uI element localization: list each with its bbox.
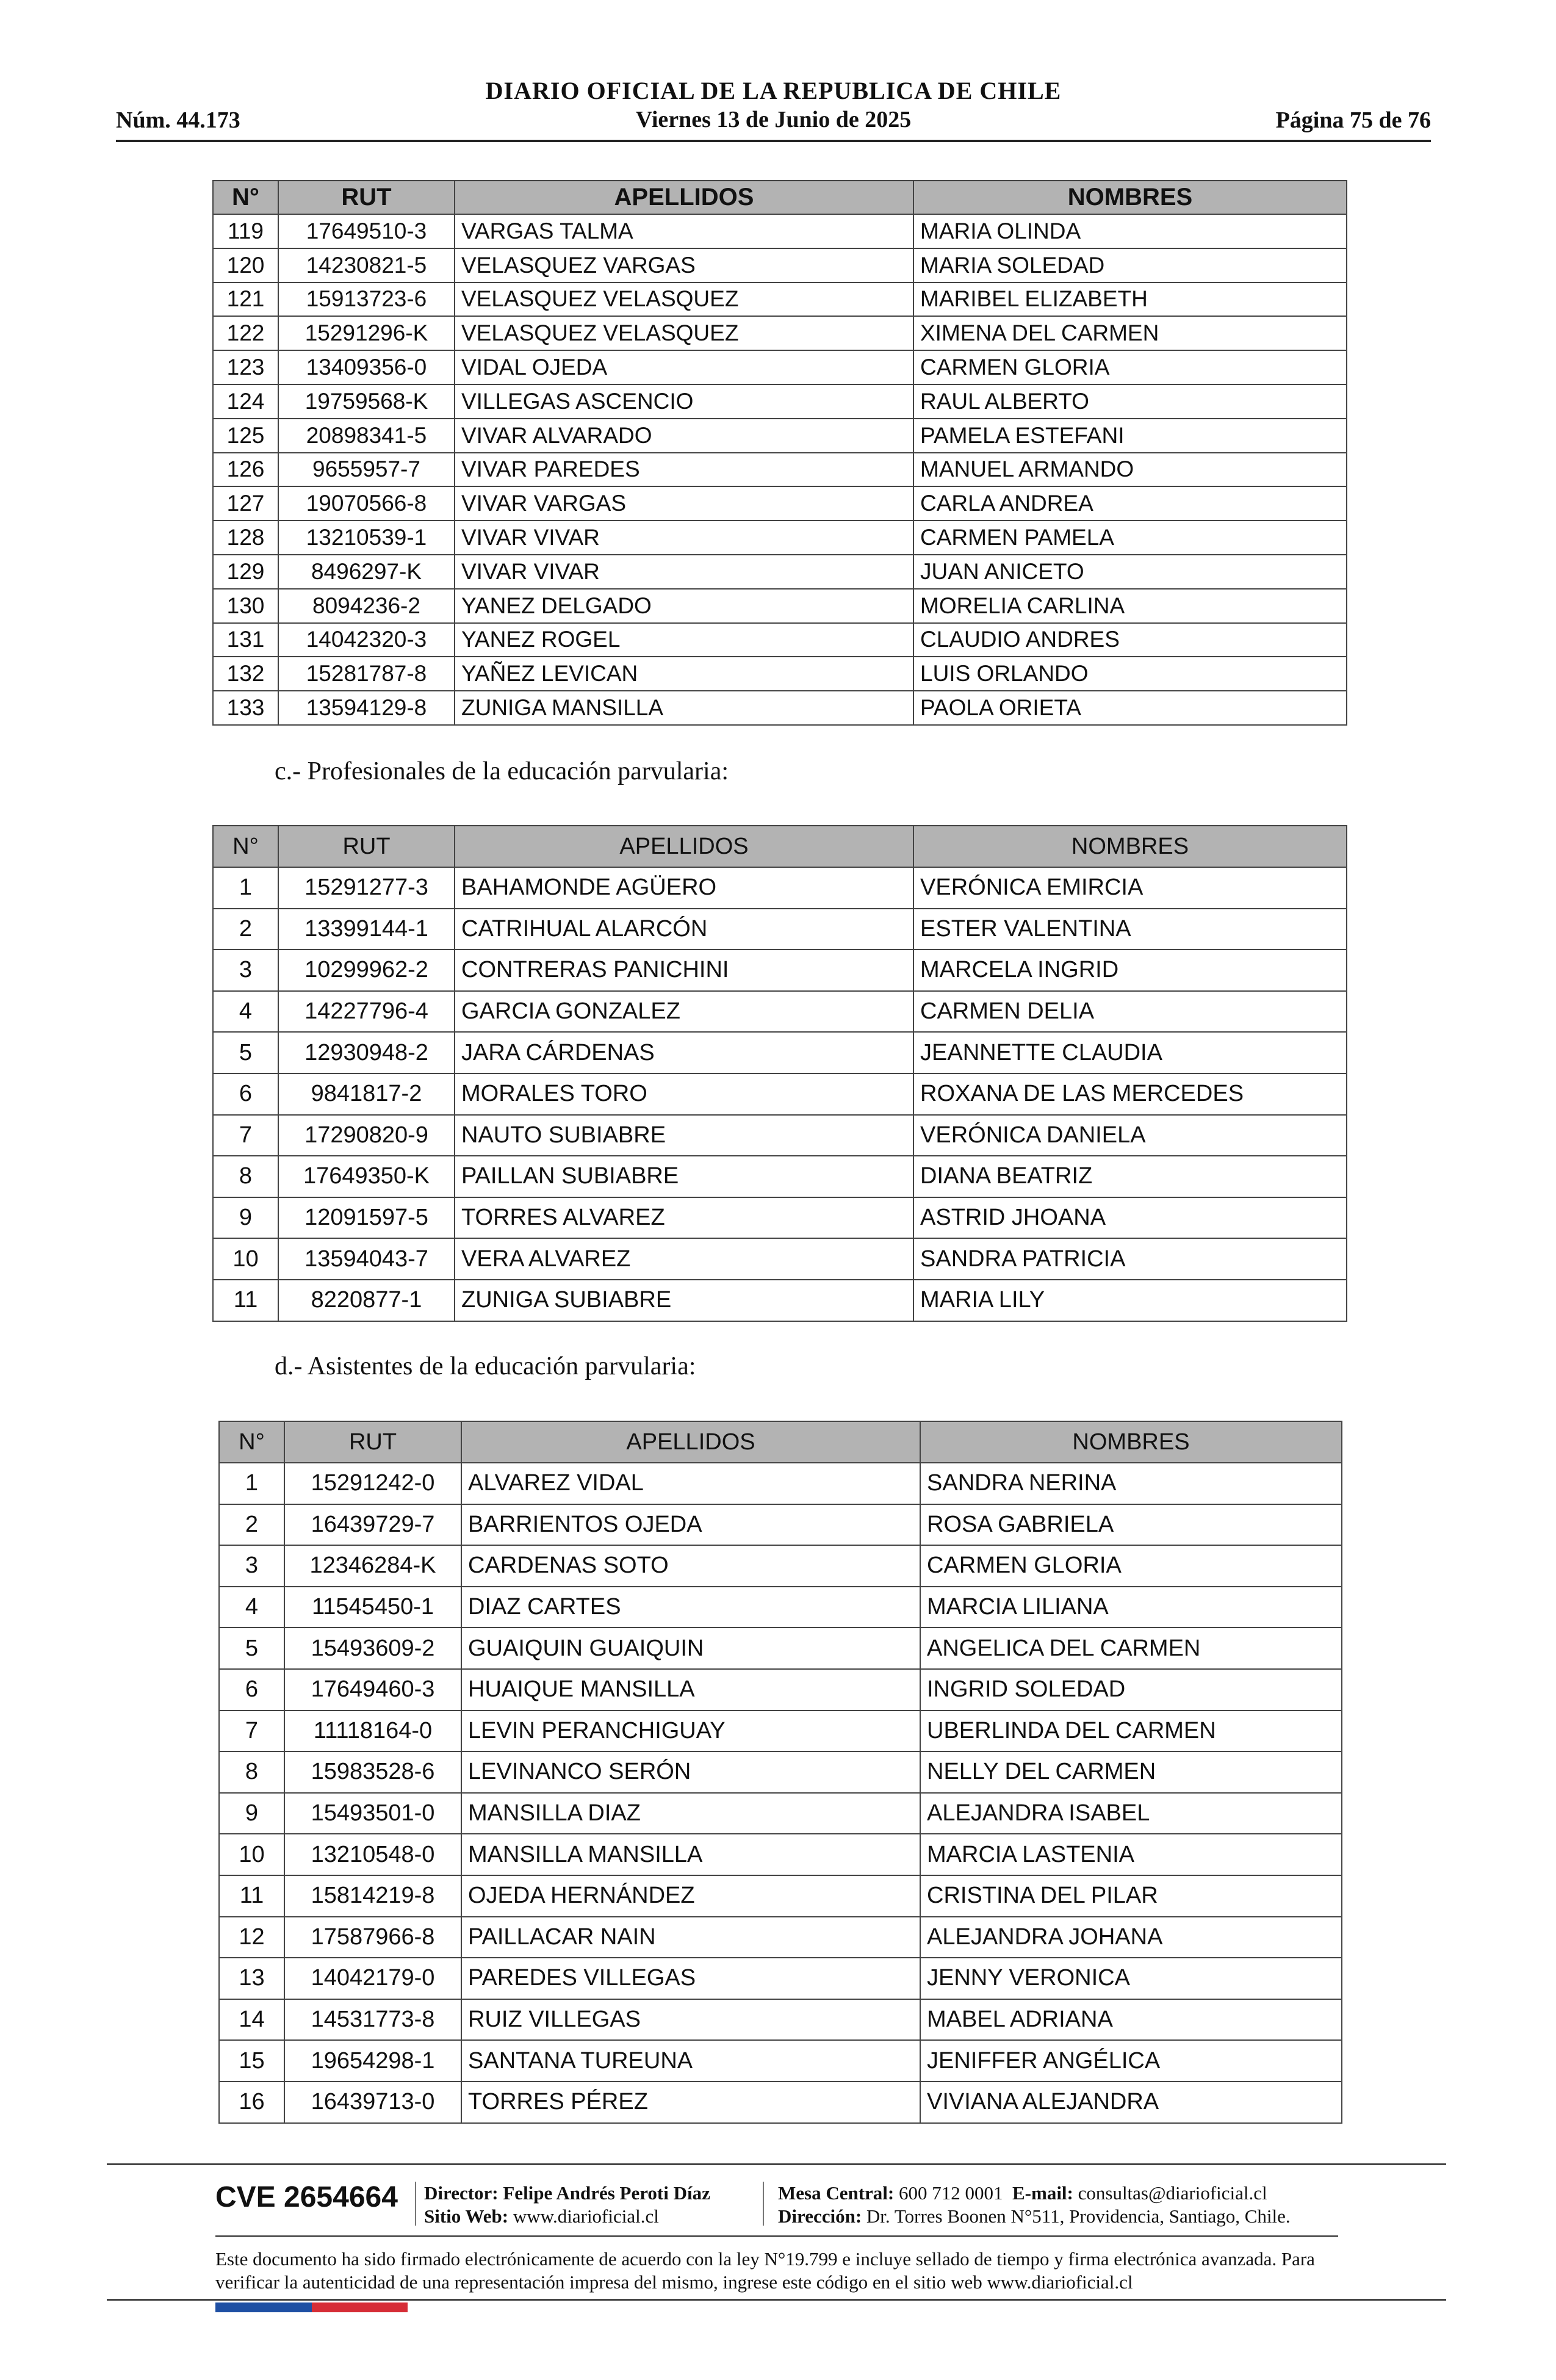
row-number-cell: 125 [213, 419, 278, 453]
section-c-title: c.- Profesionales de la educación parvularia: [275, 757, 729, 785]
apellidos-cell: HUAIQUE MANSILLA [461, 1669, 920, 1711]
nombres-cell: CARMEN PAMELA [913, 521, 1347, 555]
rut-cell: 15291277-3 [278, 867, 455, 909]
table-row [213, 521, 1347, 555]
table-row [213, 453, 1347, 487]
email-link[interactable]: consultas@diarioficial.cl [1078, 2182, 1267, 2204]
apellidos-cell: YANEZ ROGEL [455, 623, 913, 657]
footer-mid-rule [215, 2235, 1338, 2237]
table-header-row [219, 1421, 1342, 1463]
rut-cell: 16439729-7 [284, 1504, 461, 1546]
apellidos-cell: JARA CÁRDENAS [455, 1032, 913, 1073]
publication-date: Viernes 13 de Junio de 2025 [635, 107, 912, 132]
row-number-cell: 2 [219, 1504, 284, 1546]
row-number-cell: 3 [219, 1545, 284, 1587]
nombres-cell: SANDRA PATRICIA [913, 1238, 1347, 1280]
row-number-cell: 14 [219, 1999, 284, 2041]
rut-cell: 15983528-6 [284, 1751, 461, 1793]
table-row [213, 350, 1347, 384]
rut-cell: 8496297-K [278, 555, 455, 589]
table-row [213, 909, 1347, 950]
table-row [213, 555, 1347, 589]
apellidos-cell: PAILLACAR NAIN [461, 1917, 920, 1958]
cve-code: CVE 2654664 [215, 2181, 398, 2213]
apellidos-cell: CONTRERAS PANICHINI [455, 950, 913, 991]
rut-cell: 9841817-2 [278, 1073, 455, 1115]
nombres-cell: JUAN ANICETO [913, 555, 1347, 589]
table-row [219, 1587, 1342, 1628]
row-number-cell: 10 [219, 1834, 284, 1875]
table-row [213, 1280, 1347, 1321]
row-number-cell: 8 [219, 1751, 284, 1793]
rut-cell: 15913723-6 [278, 283, 455, 317]
column-header: N° [219, 1421, 284, 1463]
row-number-cell: 121 [213, 283, 278, 317]
apellidos-cell: CATRIHUAL ALARCÓN [455, 909, 913, 950]
flag-color-bar [215, 2302, 408, 2312]
apellidos-cell: VIVAR VIVAR [455, 555, 913, 589]
rut-cell: 15493501-0 [284, 1793, 461, 1834]
rut-cell: 17290820-9 [278, 1115, 455, 1156]
column-header: RUT [278, 181, 455, 214]
nombres-cell: VERÓNICA DANIELA [913, 1115, 1347, 1156]
nombres-cell: MARIA LILY [913, 1280, 1347, 1321]
masthead [116, 76, 1431, 133]
nombres-cell: CARMEN GLORIA [920, 1545, 1342, 1587]
apellidos-cell: NAUTO SUBIABRE [455, 1115, 913, 1156]
row-number-cell: 7 [213, 1115, 278, 1156]
table-row [219, 1834, 1342, 1875]
rut-cell: 17649510-3 [278, 214, 455, 248]
table-row [213, 248, 1347, 283]
nombres-cell: ALEJANDRA JOHANA [920, 1917, 1342, 1958]
table-row [213, 486, 1347, 521]
apellidos-cell: PAREDES VILLEGAS [461, 1958, 920, 1999]
email-label: E-mail: [1012, 2182, 1073, 2204]
row-number-cell: 4 [213, 991, 278, 1033]
table-row [213, 1115, 1347, 1156]
rut-cell: 13399144-1 [278, 909, 455, 950]
director-label: Director: [424, 2182, 499, 2204]
apellidos-cell: RUIZ VILLEGAS [461, 1999, 920, 2041]
nombres-cell: MARCIA LILIANA [920, 1587, 1342, 1628]
apellidos-cell: VARGAS TALMA [455, 214, 913, 248]
apellidos-cell: TORRES PÉREZ [461, 2082, 920, 2123]
nombres-cell: MORELIA CARLINA [913, 589, 1347, 623]
column-header: NOMBRES [920, 1421, 1342, 1463]
apellidos-cell: DIAZ CARTES [461, 1587, 920, 1628]
nombres-cell: XIMENA DEL CARMEN [913, 316, 1347, 350]
nombres-cell: LUIS ORLANDO [913, 657, 1347, 691]
row-number-cell: 1 [213, 867, 278, 909]
row-number-cell: 1 [219, 1463, 284, 1504]
row-number-cell: 5 [213, 1032, 278, 1073]
apellidos-cell: MANSILLA MANSILLA [461, 1834, 920, 1875]
page-number: Página 75 de 76 [1275, 107, 1431, 133]
nombres-cell: MABEL ADRIANA [920, 1999, 1342, 2041]
column-header: N° [213, 826, 278, 867]
apellidos-cell: YAÑEZ LEVICAN [455, 657, 913, 691]
column-header: N° [213, 181, 278, 214]
column-header: APELLIDOS [461, 1421, 920, 1463]
table-row [219, 1504, 1342, 1546]
page-header [116, 76, 1431, 142]
row-number-cell: 122 [213, 316, 278, 350]
legal-notice: Este documento ha sido firmado electrónicamente de acuerdo con la ley N°19.799 e incluye sellado de tiempo y firma electrónica avanzada. Para verificar la autenticidad de una representación impresa del mismo, ingrese este código en el sitio web www.diarioficial.cl [215, 2248, 1315, 2293]
row-number-cell: 127 [213, 486, 278, 521]
table-row [213, 1197, 1347, 1239]
nombres-cell: PAOLA ORIETA [913, 691, 1347, 725]
nombres-cell: RAUL ALBERTO [913, 384, 1347, 419]
column-header: RUT [278, 826, 455, 867]
column-header: RUT [284, 1421, 461, 1463]
row-number-cell: 10 [213, 1238, 278, 1280]
table-row [213, 214, 1347, 248]
nombres-cell: CARLA ANDREA [913, 486, 1347, 521]
footer-contact-block [778, 2182, 1291, 2228]
row-number-cell: 9 [213, 1197, 278, 1239]
table-row [213, 1238, 1347, 1280]
table-row [219, 1669, 1342, 1711]
rut-cell: 19759568-K [278, 384, 455, 419]
apellidos-cell: VIVAR VIVAR [455, 521, 913, 555]
nombres-cell: VERÓNICA EMIRCIA [913, 867, 1347, 909]
page-footer [107, 2163, 1446, 2322]
footer-top-rule [107, 2163, 1446, 2165]
web-link[interactable]: www.diarioficial.cl [513, 2205, 659, 2227]
row-number-cell: 5 [219, 1628, 284, 1669]
row-number-cell: 6 [213, 1073, 278, 1115]
nombres-cell: ESTER VALENTINA [913, 909, 1347, 950]
row-number-cell: 124 [213, 384, 278, 419]
issue-number: Núm. 44.173 [116, 107, 240, 133]
table-row [219, 1628, 1342, 1669]
row-number-cell: 12 [219, 1917, 284, 1958]
nombres-cell: ROXANA DE LAS MERCEDES [913, 1073, 1347, 1115]
nombres-cell: SANDRA NERINA [920, 1463, 1342, 1504]
apellidos-cell: MANSILLA DIAZ [461, 1793, 920, 1834]
apellidos-cell: MORALES TORO [455, 1073, 913, 1115]
apellidos-cell: BAHAMONDE AGÜERO [455, 867, 913, 909]
apellidos-cell: VILLEGAS ASCENCIO [455, 384, 913, 419]
rut-cell: 19070566-8 [278, 486, 455, 521]
phone-value: 600 712 0001 [899, 2182, 1003, 2204]
nombres-cell: ASTRID JHOANA [913, 1197, 1347, 1239]
nombres-cell: DIANA BEATRIZ [913, 1156, 1347, 1197]
nombres-cell: INGRID SOLEDAD [920, 1669, 1342, 1711]
rut-cell: 13594043-7 [278, 1238, 455, 1280]
table-row [219, 1751, 1342, 1793]
table-b-continued [212, 180, 1347, 726]
table-row [219, 1711, 1342, 1752]
table-row [213, 991, 1347, 1033]
rut-cell: 14230821-5 [278, 248, 455, 283]
address-label: Dirección: [778, 2205, 862, 2227]
rut-cell: 12346284-K [284, 1545, 461, 1587]
table-header-row [213, 826, 1347, 867]
apellidos-cell: LEVINANCO SERÓN [461, 1751, 920, 1793]
row-number-cell: 2 [213, 909, 278, 950]
row-number-cell: 13 [219, 1958, 284, 1999]
nombres-cell: PAMELA ESTEFANI [913, 419, 1347, 453]
column-header: NOMBRES [913, 181, 1347, 214]
header-rule [116, 140, 1431, 142]
table-row [213, 1032, 1347, 1073]
rut-cell: 11118164-0 [284, 1711, 461, 1752]
rut-cell: 14531773-8 [284, 1999, 461, 2041]
apellidos-cell: ALVAREZ VIDAL [461, 1463, 920, 1504]
rut-cell: 17649460-3 [284, 1669, 461, 1711]
address-value: Dr. Torres Boonen N°511, Providencia, Santiago, Chile. [866, 2205, 1291, 2227]
row-number-cell: 3 [213, 950, 278, 991]
table-row [213, 657, 1347, 691]
row-number-cell: 120 [213, 248, 278, 283]
apellidos-cell: VELASQUEZ VELASQUEZ [455, 283, 913, 317]
nombres-cell: MARIA OLINDA [913, 214, 1347, 248]
row-number-cell: 131 [213, 623, 278, 657]
footer-divider [763, 2182, 764, 2226]
apellidos-cell: VIVAR ALVARADO [455, 419, 913, 453]
table-row [213, 316, 1347, 350]
row-number-cell: 9 [219, 1793, 284, 1834]
row-number-cell: 133 [213, 691, 278, 725]
rut-cell: 15493609-2 [284, 1628, 461, 1669]
row-number-cell: 8 [213, 1156, 278, 1197]
apellidos-cell: VIDAL OJEDA [455, 350, 913, 384]
footer-director-block [424, 2182, 710, 2228]
table-row [213, 384, 1347, 419]
nombres-cell: CLAUDIO ANDRES [913, 623, 1347, 657]
nombres-cell: ROSA GABRIELA [920, 1504, 1342, 1546]
row-number-cell: 16 [219, 2082, 284, 2123]
table-row [219, 1793, 1342, 1834]
row-number-cell: 6 [219, 1669, 284, 1711]
flag-bar-blue [215, 2302, 312, 2312]
rut-cell: 15291242-0 [284, 1463, 461, 1504]
table-row [213, 867, 1347, 909]
rut-cell: 14042179-0 [284, 1958, 461, 1999]
rut-cell: 9655957-7 [278, 453, 455, 487]
footer-bottom-rule [107, 2299, 1446, 2301]
apellidos-cell: ZUNIGA MANSILLA [455, 691, 913, 725]
apellidos-cell: VIVAR VARGAS [455, 486, 913, 521]
section-d-title: d.- Asistentes de la educación parvularia: [275, 1352, 696, 1380]
row-number-cell: 11 [213, 1280, 278, 1321]
column-header: NOMBRES [913, 826, 1347, 867]
nombres-cell: MARIBEL ELIZABETH [913, 283, 1347, 317]
table-row [213, 691, 1347, 725]
director-name: Felipe Andrés Peroti Díaz [503, 2182, 710, 2204]
table-row [213, 950, 1347, 991]
nombres-cell: CARMEN GLORIA [913, 350, 1347, 384]
apellidos-cell: VELASQUEZ VELASQUEZ [455, 316, 913, 350]
apellidos-cell: GUAIQUIN GUAIQUIN [461, 1628, 920, 1669]
table-row [219, 2082, 1342, 2123]
nombres-cell: MARIA SOLEDAD [913, 248, 1347, 283]
apellidos-cell: OJEDA HERNÁNDEZ [461, 1875, 920, 1917]
nombres-cell: ANGELICA DEL CARMEN [920, 1628, 1342, 1669]
apellidos-cell: VELASQUEZ VARGAS [455, 248, 913, 283]
row-number-cell: 129 [213, 555, 278, 589]
table-row [219, 1545, 1342, 1587]
rut-cell: 13409356-0 [278, 350, 455, 384]
rut-cell: 10299962-2 [278, 950, 455, 991]
table-row [213, 283, 1347, 317]
rut-cell: 12091597-5 [278, 1197, 455, 1239]
row-number-cell: 130 [213, 589, 278, 623]
table-row [219, 1875, 1342, 1917]
rut-cell: 14042320-3 [278, 623, 455, 657]
publication-title: DIARIO OFICIAL DE LA REPUBLICA DE CHILE [485, 77, 1062, 104]
apellidos-cell: SANTANA TUREUNA [461, 2040, 920, 2082]
nombres-cell: MARCELA INGRID [913, 950, 1347, 991]
column-header: APELLIDOS [455, 826, 913, 867]
table-row [213, 589, 1347, 623]
table-row [213, 419, 1347, 453]
nombres-cell: UBERLINDA DEL CARMEN [920, 1711, 1342, 1752]
table-row [219, 1463, 1342, 1504]
rut-cell: 15281787-8 [278, 657, 455, 691]
rut-cell: 12930948-2 [278, 1032, 455, 1073]
column-header: APELLIDOS [455, 181, 913, 214]
row-number-cell: 123 [213, 350, 278, 384]
nombres-cell: MARCIA LASTENIA [920, 1834, 1342, 1875]
table-row [219, 2040, 1342, 2082]
rut-cell: 19654298-1 [284, 2040, 461, 2082]
table-row [219, 1958, 1342, 1999]
rut-cell: 17649350-K [278, 1156, 455, 1197]
apellidos-cell: BARRIENTOS OJEDA [461, 1504, 920, 1546]
table-row [219, 1917, 1342, 1958]
nombres-cell: CARMEN DELIA [913, 991, 1347, 1033]
apellidos-cell: CARDENAS SOTO [461, 1545, 920, 1587]
rut-cell: 15291296-K [278, 316, 455, 350]
rut-cell: 14227796-4 [278, 991, 455, 1033]
apellidos-cell: TORRES ALVAREZ [455, 1197, 913, 1239]
table-section-d [218, 1421, 1342, 2124]
nombres-cell: ALEJANDRA ISABEL [920, 1793, 1342, 1834]
row-number-cell: 132 [213, 657, 278, 691]
web-label: Sitio Web: [424, 2205, 509, 2227]
footer-divider [415, 2182, 416, 2226]
flag-bar-red [312, 2302, 408, 2312]
rut-cell: 8094236-2 [278, 589, 455, 623]
row-number-cell: 4 [219, 1587, 284, 1628]
phone-label: Mesa Central: [778, 2182, 895, 2204]
nombres-cell: JENIFFER ANGÉLICA [920, 2040, 1342, 2082]
table-row [213, 623, 1347, 657]
row-number-cell: 119 [213, 214, 278, 248]
table-row [213, 1073, 1347, 1115]
apellidos-cell: VERA ALVAREZ [455, 1238, 913, 1280]
nombres-cell: VIVIANA ALEJANDRA [920, 2082, 1342, 2123]
table-row [213, 1156, 1347, 1197]
row-number-cell: 126 [213, 453, 278, 487]
rut-cell: 11545450-1 [284, 1587, 461, 1628]
rut-cell: 16439713-0 [284, 2082, 461, 2123]
nombres-cell: MANUEL ARMANDO [913, 453, 1347, 487]
nombres-cell: NELLY DEL CARMEN [920, 1751, 1342, 1793]
nombres-cell: JEANNETTE CLAUDIA [913, 1032, 1347, 1073]
row-number-cell: 128 [213, 521, 278, 555]
row-number-cell: 7 [219, 1711, 284, 1752]
apellidos-cell: VIVAR PAREDES [455, 453, 913, 487]
rut-cell: 20898341-5 [278, 419, 455, 453]
rut-cell: 15814219-8 [284, 1875, 461, 1917]
table-row [219, 1999, 1342, 2041]
apellidos-cell: GARCIA GONZALEZ [455, 991, 913, 1033]
row-number-cell: 11 [219, 1875, 284, 1917]
apellidos-cell: LEVIN PERANCHIGUAY [461, 1711, 920, 1752]
row-number-cell: 15 [219, 2040, 284, 2082]
nombres-cell: JENNY VERONICA [920, 1958, 1342, 1999]
apellidos-cell: YANEZ DELGADO [455, 589, 913, 623]
table-section-c [212, 825, 1347, 1322]
rut-cell: 13210548-0 [284, 1834, 461, 1875]
table-header-row [213, 181, 1347, 214]
rut-cell: 17587966-8 [284, 1917, 461, 1958]
rut-cell: 8220877-1 [278, 1280, 455, 1321]
apellidos-cell: PAILLAN SUBIABRE [455, 1156, 913, 1197]
nombres-cell: CRISTINA DEL PILAR [920, 1875, 1342, 1917]
rut-cell: 13594129-8 [278, 691, 455, 725]
rut-cell: 13210539-1 [278, 521, 455, 555]
apellidos-cell: ZUNIGA SUBIABRE [455, 1280, 913, 1321]
